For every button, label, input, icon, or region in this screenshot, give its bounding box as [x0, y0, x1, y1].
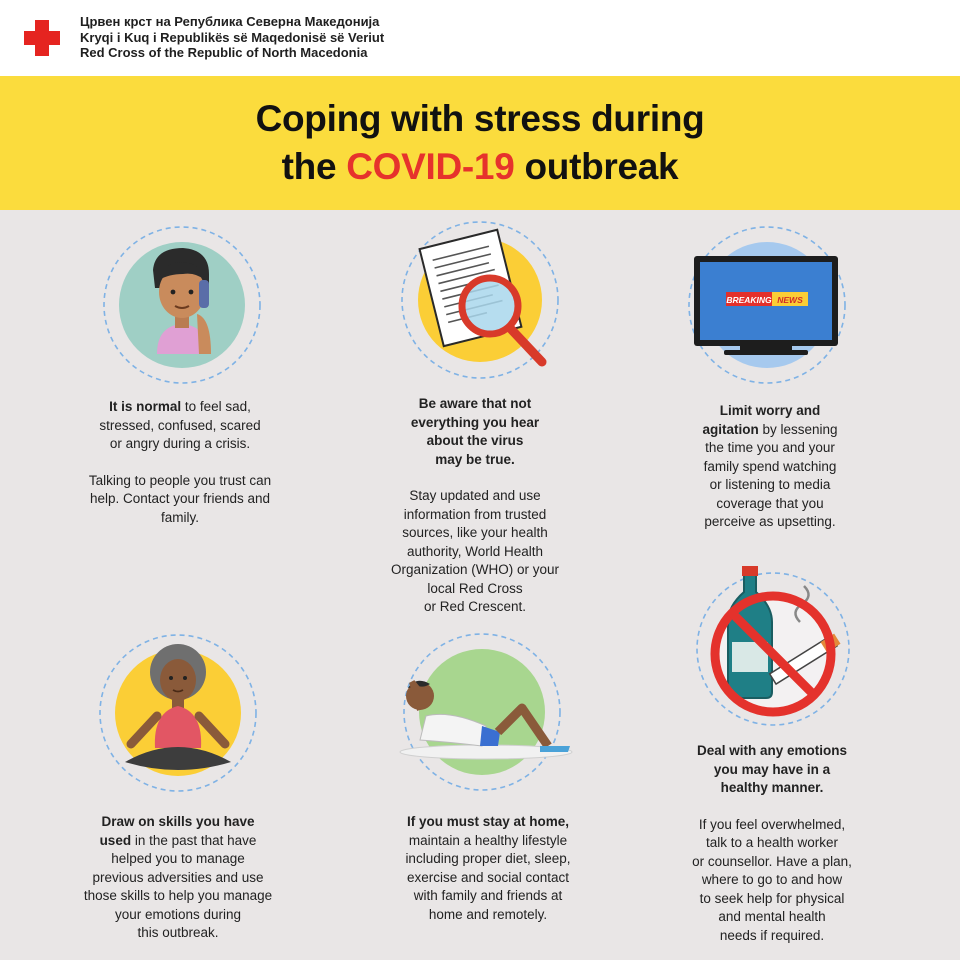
- tip-emotions-line-6: and mental health: [718, 909, 826, 924]
- tip-worry-line-6: coverage that you: [716, 495, 824, 511]
- org-name-sq: Kryqi i Kuq i Republikës së Maqedonisë së Veriut: [80, 29, 385, 45]
- tip-home-line-2: maintain a healthy lifestyle: [408, 832, 568, 848]
- tip-normal-bold: It is normal: [109, 399, 182, 414]
- tip-normal-p2-line2: help. Contact your friends and: [89, 491, 271, 506]
- no-alcohol-smoking-icon: [690, 566, 856, 732]
- tip-worry-line-5: or listening to media: [709, 477, 831, 492]
- tip-aware-line-4: authority, World Health: [406, 543, 544, 559]
- tip-home-line-3: including proper diet, sleep,: [405, 851, 571, 866]
- org-name-en: Red Cross of the Republic of North Macedonia: [80, 45, 368, 60]
- tip-emotions-line-2: talk to a health worker: [705, 835, 839, 850]
- organization-name: [80, 14, 384, 61]
- tv-breaking-news-icon: [684, 222, 850, 388]
- title-post: outbreak: [514, 146, 679, 187]
- tip-aware-bold-3: about the virus: [426, 433, 524, 448]
- tip-emotions-line-4: where to go to and how: [701, 872, 843, 887]
- tip-worry-bold-2: agitation: [702, 421, 759, 437]
- tip-aware-bold-1: Be aware that not: [418, 396, 532, 411]
- tip-aware-line-3: sources, like your health: [402, 525, 548, 540]
- tip-worry-line-3: the time you and your: [705, 440, 835, 455]
- title-pre: the: [281, 146, 347, 187]
- tv-breaking-text: BREAKING: [726, 295, 772, 305]
- page-title-line1: Coping with stress during: [255, 98, 705, 139]
- tip-emotions-line-3: or counsellor. Have a plan,: [692, 853, 852, 869]
- tip-home-line-5: with family and friends at: [413, 888, 563, 903]
- title-highlight: COVID-19: [346, 146, 515, 187]
- header-bar: [0, 0, 960, 76]
- page-title-line2: [0, 146, 960, 188]
- tip-aware: [355, 395, 595, 617]
- tip-normal-line3: or angry during a crisis.: [109, 436, 251, 451]
- tip-aware-bold-2: everything you hear: [410, 414, 540, 430]
- tip-worry-line-2: [650, 421, 890, 440]
- tip-skills-line-7: this outbreak.: [137, 925, 219, 940]
- tip-normal: [60, 398, 300, 527]
- exercise-icon: [390, 620, 586, 796]
- tip-emotions-line-1: If you feel overwhelmed,: [698, 816, 846, 832]
- tip-aware-line-1: Stay updated and use: [409, 488, 541, 503]
- title-banner: [0, 76, 960, 210]
- tip-skills: [58, 813, 298, 943]
- tip-normal-line2: stressed, confused, scared: [99, 417, 261, 433]
- tip-worry-rest-2: by lessening: [758, 421, 838, 437]
- tip-skills-line-3: helped you to manage: [111, 851, 245, 866]
- tip-emotions-bold-3: healthy manner.: [720, 780, 824, 795]
- tip-normal-rest: to feel sad,: [181, 399, 251, 414]
- tip-home-line-4: exercise and social contact: [406, 869, 570, 885]
- tip-home-line-6: home and remotely.: [428, 906, 548, 922]
- tip-skills-line-4: previous adversities and use: [92, 869, 264, 885]
- tip-skills-line-2: [58, 832, 298, 851]
- tip-skills-line-6: your emotions during: [114, 906, 242, 922]
- tip-normal-p2-line3: family.: [160, 509, 199, 525]
- tip-aware-line-5: Organization (WHO) or your: [390, 562, 560, 577]
- red-cross-logo-icon: [22, 18, 62, 58]
- tip-worry: [650, 402, 890, 532]
- tip-emotions: [652, 742, 892, 945]
- tip-aware-line-7: or Red Crescent.: [423, 599, 527, 614]
- tip-normal-line1: [60, 398, 300, 417]
- org-name-mk: Црвен крст на Република Северна Македонија: [80, 14, 380, 29]
- tip-aware-bold-4: may be true.: [435, 451, 515, 467]
- tip-home-bold: If you must stay at home,: [406, 814, 570, 829]
- tip-emotions-line-7: needs if required.: [719, 927, 825, 943]
- tip-skills-line-5: those skills to help you manage: [83, 888, 273, 903]
- tip-emotions-line-5: to seek help for physical: [699, 890, 845, 906]
- tip-skills-bold-1: Draw on skills you have: [101, 814, 255, 829]
- tip-worry-bold-1: Limit worry and: [719, 403, 821, 418]
- tip-home: [368, 813, 608, 924]
- tip-emotions-bold-2: you may have in a: [713, 761, 831, 777]
- tv-news-text: NEWS: [777, 295, 803, 305]
- document-magnifier-icon: [390, 216, 570, 396]
- tip-normal-p2-line1: Talking to people you trust can: [88, 472, 272, 488]
- tip-aware-line-6: local Red Cross: [427, 580, 523, 596]
- meditation-icon: [95, 630, 261, 796]
- tip-worry-line-7: perceive as upsetting.: [704, 514, 836, 529]
- tip-skills-bold-2: used: [99, 832, 132, 848]
- tip-aware-line-2: information from trusted: [403, 506, 547, 522]
- tip-skills-rest-2: in the past that have: [131, 832, 257, 848]
- person-phone-icon: [99, 222, 265, 388]
- tip-worry-line-4: family spend watching: [703, 458, 837, 474]
- tip-emotions-bold-1: Deal with any emotions: [696, 743, 848, 758]
